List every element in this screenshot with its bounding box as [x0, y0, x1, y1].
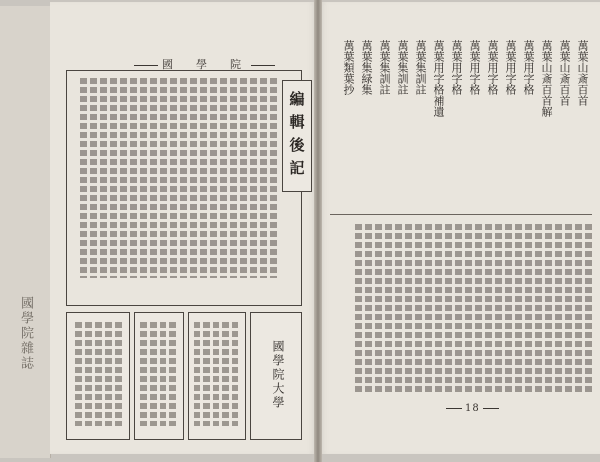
- heading-column: 萬葉山斎百首解: [540, 40, 553, 117]
- heading-column: 萬葉用字格補遺: [432, 40, 445, 117]
- heading-column: 萬葉集緑集: [360, 40, 373, 95]
- heading-column: 萬葉山斎百首: [558, 40, 571, 106]
- publisher-name: 國學院大學: [271, 340, 285, 410]
- heading-column: 萬葉用字格: [504, 40, 517, 95]
- heading-column: 萬葉山斎百首: [576, 40, 589, 106]
- heading-column: 萬葉用字格: [450, 40, 463, 95]
- list-divider: [330, 214, 592, 215]
- heading-column: 萬葉用字格: [486, 40, 499, 95]
- afterword-title-box: [282, 80, 312, 192]
- heading-column: 萬葉類葉抄: [342, 40, 355, 95]
- book-gutter: [314, 0, 322, 462]
- running-title: 國 學 院: [130, 56, 279, 72]
- ad-middle-text: [194, 322, 238, 426]
- notice-text: [140, 322, 176, 426]
- adjacent-page-text: 國學院雜誌: [18, 296, 33, 371]
- bibliography-lower-text: [340, 224, 592, 392]
- imprint-text: [72, 322, 122, 426]
- adjacent-page-edge: [0, 6, 51, 458]
- heading-column: 萬葉用字格: [468, 40, 481, 95]
- heading-column: 萬葉集訓註: [414, 40, 427, 95]
- heading-column: 萬葉集訓註: [396, 40, 409, 95]
- page-number: 18: [443, 403, 502, 414]
- heading-column: 萬葉用字格: [522, 40, 535, 95]
- heading-column: 萬葉集訓註: [378, 40, 391, 95]
- afterword-body-text: [72, 78, 277, 278]
- afterword-title: 編輯後記: [287, 91, 306, 183]
